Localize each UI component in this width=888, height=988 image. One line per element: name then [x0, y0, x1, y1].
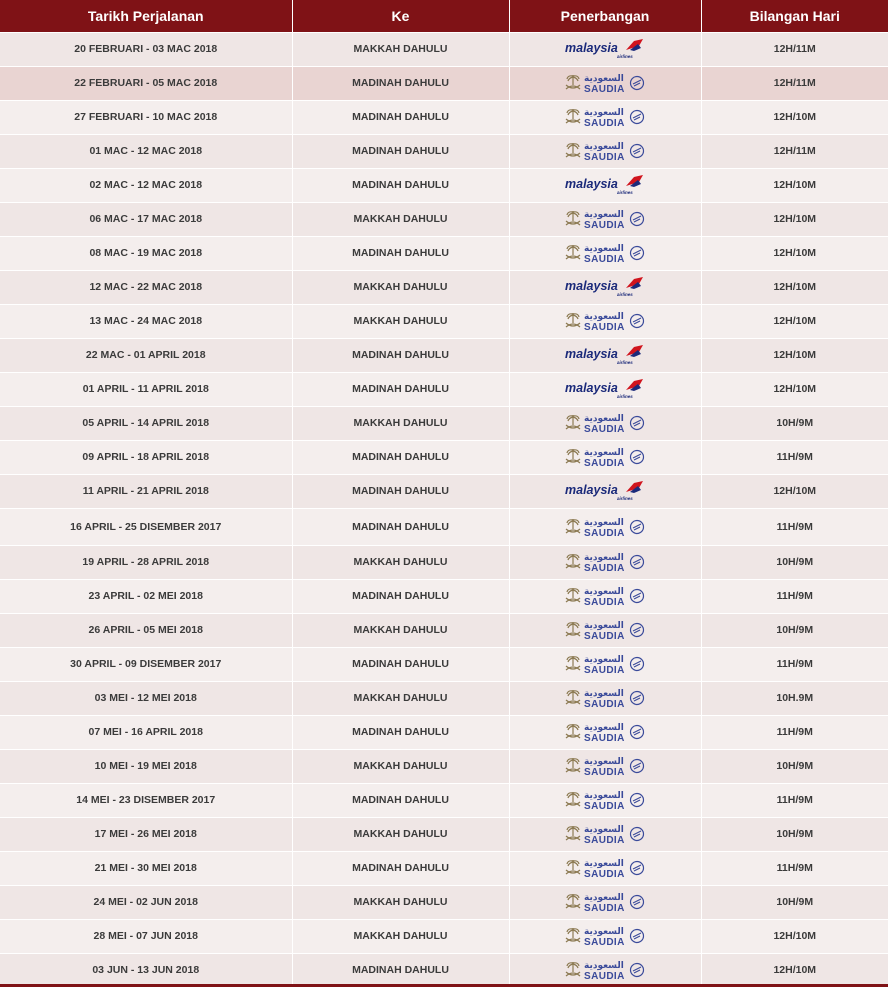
cell-destination: MADINAH DAHULU	[292, 715, 509, 749]
cell-travel-date: 19 APRIL - 28 APRIL 2018	[0, 545, 292, 579]
svg-text:السعودية: السعودية	[584, 689, 624, 699]
svg-text:السعودية: السعودية	[584, 927, 624, 937]
cell-destination: MADINAH DAHULU	[292, 953, 509, 987]
table-row	[0, 681, 888, 715]
cell-destination: MAKKAH DAHULU	[292, 681, 509, 715]
cell-days: 12H/10M	[701, 338, 888, 372]
cell-travel-date: 06 MAC - 17 MAC 2018	[0, 202, 292, 236]
cell-travel-date: 13 MAC - 24 MAC 2018	[0, 304, 292, 338]
saudia-logo-wrap	[564, 822, 646, 846]
svg-text:SAUDIA: SAUDIA	[584, 563, 625, 574]
saudia-logo-wrap	[564, 411, 646, 435]
malaysia-airlines-logo	[564, 276, 646, 298]
saudia-logo	[564, 652, 646, 676]
cell-travel-date: 03 JUN - 13 JUN 2018	[0, 953, 292, 987]
cell-destination: MADINAH DAHULU	[292, 66, 509, 100]
header-destination: Ke	[292, 0, 509, 32]
saudia-logo-wrap	[564, 652, 646, 676]
cell-destination: MAKKAH DAHULU	[292, 885, 509, 919]
cell-days: 10H/9M	[701, 613, 888, 647]
svg-text:SAUDIA: SAUDIA	[584, 699, 625, 710]
cell-travel-date: 30 APRIL - 09 DISEMBER 2017	[0, 647, 292, 681]
malaysia-airlines-logo-wrap	[564, 174, 646, 196]
saudia-logo	[564, 754, 646, 778]
svg-text:SAUDIA: SAUDIA	[584, 152, 625, 163]
saudia-logo	[564, 309, 646, 333]
svg-text:السعودية: السعودية	[584, 210, 624, 220]
table-row	[0, 168, 888, 202]
cell-destination: MADINAH DAHULU	[292, 372, 509, 406]
cell-travel-date: 23 APRIL - 02 MEI 2018	[0, 579, 292, 613]
saudia-logo	[564, 958, 646, 982]
cell-destination: MAKKAH DAHULU	[292, 202, 509, 236]
table-row	[0, 304, 888, 338]
svg-text:airlines: airlines	[617, 292, 633, 297]
cell-airline	[509, 134, 701, 168]
malaysia-airlines-logo	[564, 378, 646, 400]
cell-airline	[509, 202, 701, 236]
svg-text:السعودية: السعودية	[584, 142, 624, 152]
cell-airline	[509, 613, 701, 647]
header-days: Bilangan Hari	[701, 0, 888, 32]
cell-destination: MADINAH DAHULU	[292, 100, 509, 134]
cell-airline	[509, 440, 701, 474]
table-row	[0, 783, 888, 817]
svg-text:السعودية: السعودية	[584, 655, 624, 665]
cell-travel-date: 26 APRIL - 05 MEI 2018	[0, 613, 292, 647]
cell-destination: MADINAH DAHULU	[292, 647, 509, 681]
cell-travel-date: 28 MEI - 07 JUN 2018	[0, 919, 292, 953]
cell-days: 11H/9M	[701, 508, 888, 545]
svg-text:السعودية: السعودية	[584, 621, 624, 631]
svg-text:SAUDIA: SAUDIA	[584, 767, 625, 778]
cell-travel-date: 27 FEBRUARI - 10 MAC 2018	[0, 100, 292, 134]
svg-text:السعودية: السعودية	[584, 893, 624, 903]
table-row	[0, 715, 888, 749]
cell-airline	[509, 474, 701, 508]
saudia-logo-wrap	[564, 686, 646, 710]
saudia-logo-wrap	[564, 207, 646, 231]
svg-text:malaysia: malaysia	[565, 279, 618, 293]
cell-travel-date: 08 MAC - 19 MAC 2018	[0, 236, 292, 270]
cell-destination: MAKKAH DAHULU	[292, 613, 509, 647]
saudia-logo	[564, 445, 646, 469]
svg-text:malaysia: malaysia	[565, 347, 618, 361]
cell-destination: MADINAH DAHULU	[292, 168, 509, 202]
cell-days: 12H/10M	[701, 100, 888, 134]
cell-travel-date: 14 MEI - 23 DISEMBER 2017	[0, 783, 292, 817]
svg-text:SAUDIA: SAUDIA	[584, 527, 625, 539]
table-row	[0, 134, 888, 168]
cell-days: 10H/9M	[701, 545, 888, 579]
saudia-logo	[564, 584, 646, 608]
table-row	[0, 66, 888, 100]
table-row	[0, 817, 888, 851]
cell-travel-date: 24 MEI - 02 JUN 2018	[0, 885, 292, 919]
svg-text:SAUDIA: SAUDIA	[584, 254, 625, 265]
cell-airline	[509, 919, 701, 953]
saudia-logo-wrap	[564, 720, 646, 744]
cell-destination: MAKKAH DAHULU	[292, 32, 509, 66]
cell-airline	[509, 851, 701, 885]
saudia-logo	[564, 822, 646, 846]
cell-travel-date: 10 MEI - 19 MEI 2018	[0, 749, 292, 783]
saudia-logo	[564, 241, 646, 265]
saudia-logo-wrap	[564, 890, 646, 914]
cell-travel-date: 22 FEBRUARI - 05 MAC 2018	[0, 66, 292, 100]
cell-airline	[509, 168, 701, 202]
svg-text:السعودية: السعودية	[584, 244, 624, 254]
saudia-logo-wrap	[564, 515, 646, 539]
saudia-logo	[564, 720, 646, 744]
cell-destination: MAKKAH DAHULU	[292, 919, 509, 953]
table-header	[0, 0, 888, 32]
malaysia-airlines-logo	[564, 480, 646, 502]
cell-travel-date: 20 FEBRUARI - 03 MAC 2018	[0, 32, 292, 66]
svg-text:airlines: airlines	[617, 394, 633, 399]
svg-text:malaysia: malaysia	[565, 41, 618, 55]
cell-destination: MADINAH DAHULU	[292, 134, 509, 168]
cell-airline	[509, 817, 701, 851]
svg-text:airlines: airlines	[617, 54, 633, 59]
table-row	[0, 545, 888, 579]
cell-days: 11H/9M	[701, 647, 888, 681]
saudia-logo-wrap	[564, 788, 646, 812]
cell-travel-date: 22 MAC - 01 APRIL 2018	[0, 338, 292, 372]
cell-travel-date: 21 MEI - 30 MEI 2018	[0, 851, 292, 885]
svg-text:السعودية: السعودية	[584, 825, 624, 835]
saudia-logo	[564, 550, 646, 574]
svg-text:SAUDIA: SAUDIA	[584, 631, 625, 642]
saudia-logo	[564, 139, 646, 163]
cell-days: 12H/10M	[701, 202, 888, 236]
cell-airline	[509, 304, 701, 338]
saudia-logo	[564, 618, 646, 642]
svg-text:السعودية: السعودية	[584, 74, 624, 84]
saudia-logo-wrap	[564, 958, 646, 982]
cell-days: 12H/10M	[701, 304, 888, 338]
cell-days: 12H/10M	[701, 919, 888, 953]
cell-days: 11H/9M	[701, 715, 888, 749]
table-row	[0, 474, 888, 508]
cell-days: 12H/11M	[701, 32, 888, 66]
cell-days: 12H/10M	[701, 953, 888, 987]
cell-destination: MADINAH DAHULU	[292, 236, 509, 270]
table-row	[0, 579, 888, 613]
svg-text:SAUDIA: SAUDIA	[584, 801, 625, 812]
table-row	[0, 202, 888, 236]
svg-text:airlines: airlines	[617, 496, 633, 501]
svg-text:SAUDIA: SAUDIA	[584, 665, 625, 676]
table-row	[0, 32, 888, 66]
cell-airline	[509, 338, 701, 372]
table-row	[0, 749, 888, 783]
cell-destination: MADINAH DAHULU	[292, 338, 509, 372]
cell-travel-date: 01 APRIL - 11 APRIL 2018	[0, 372, 292, 406]
cell-destination: MAKKAH DAHULU	[292, 817, 509, 851]
cell-airline	[509, 66, 701, 100]
cell-destination: MAKKAH DAHULU	[292, 749, 509, 783]
svg-text:السعودية: السعودية	[584, 108, 624, 118]
saudia-logo	[564, 71, 646, 95]
cell-days: 11H/9M	[701, 579, 888, 613]
cell-airline	[509, 783, 701, 817]
svg-text:السعودية: السعودية	[584, 414, 624, 424]
table-row	[0, 406, 888, 440]
cell-destination: MADINAH DAHULU	[292, 508, 509, 545]
svg-text:السعودية: السعودية	[584, 723, 624, 733]
cell-airline	[509, 647, 701, 681]
cell-airline	[509, 579, 701, 613]
table-row	[0, 270, 888, 304]
svg-text:SAUDIA: SAUDIA	[584, 903, 625, 914]
table-row	[0, 372, 888, 406]
saudia-logo-wrap	[564, 856, 646, 880]
cell-travel-date: 16 APRIL - 25 DISEMBER 2017	[0, 508, 292, 545]
cell-destination: MAKKAH DAHULU	[292, 304, 509, 338]
svg-text:SAUDIA: SAUDIA	[584, 733, 625, 744]
malaysia-airlines-logo	[564, 344, 646, 366]
malaysia-airlines-logo-wrap	[564, 480, 646, 502]
saudia-logo-wrap	[564, 71, 646, 95]
svg-text:SAUDIA: SAUDIA	[584, 869, 625, 880]
cell-airline	[509, 32, 701, 66]
cell-travel-date: 09 APRIL - 18 APRIL 2018	[0, 440, 292, 474]
svg-text:SAUDIA: SAUDIA	[584, 84, 625, 95]
svg-text:السعودية: السعودية	[584, 553, 624, 563]
malaysia-airlines-logo-wrap	[564, 344, 646, 366]
svg-text:SAUDIA: SAUDIA	[584, 937, 625, 948]
cell-airline	[509, 236, 701, 270]
saudia-logo-wrap	[564, 309, 646, 333]
svg-text:airlines: airlines	[617, 190, 633, 195]
saudia-logo-wrap	[564, 139, 646, 163]
table-row	[0, 508, 888, 545]
cell-travel-date: 11 APRIL - 21 APRIL 2018	[0, 474, 292, 508]
svg-text:السعودية: السعودية	[584, 757, 624, 767]
cell-days: 10H/9M	[701, 406, 888, 440]
cell-days: 10H/9M	[701, 749, 888, 783]
cell-days: 12H/11M	[701, 66, 888, 100]
cell-destination: MADINAH DAHULU	[292, 783, 509, 817]
malaysia-airlines-logo	[564, 38, 646, 60]
cell-days: 12H/11M	[701, 134, 888, 168]
saudia-logo	[564, 515, 646, 539]
saudia-logo	[564, 924, 646, 948]
cell-days: 11H/9M	[701, 783, 888, 817]
cell-destination: MAKKAH DAHULU	[292, 545, 509, 579]
malaysia-airlines-logo-wrap	[564, 276, 646, 298]
saudia-logo-wrap	[564, 445, 646, 469]
svg-text:السعودية: السعودية	[584, 859, 624, 869]
svg-text:SAUDIA: SAUDIA	[584, 322, 625, 333]
table-body	[0, 32, 888, 987]
cell-travel-date: 07 MEI - 16 APRIL 2018	[0, 715, 292, 749]
malaysia-airlines-logo	[564, 174, 646, 196]
svg-text:SAUDIA: SAUDIA	[584, 220, 625, 231]
cell-days: 12H/10M	[701, 168, 888, 202]
svg-text:السعودية: السعودية	[584, 791, 624, 801]
svg-text:السعودية: السعودية	[584, 312, 624, 322]
cell-airline	[509, 681, 701, 715]
cell-destination: MAKKAH DAHULU	[292, 406, 509, 440]
cell-days: 11H/9M	[701, 440, 888, 474]
saudia-logo-wrap	[564, 241, 646, 265]
table-row	[0, 440, 888, 474]
cell-days: 10H/9M	[701, 817, 888, 851]
svg-text:SAUDIA: SAUDIA	[584, 597, 625, 608]
table-row	[0, 647, 888, 681]
saudia-logo	[564, 686, 646, 710]
svg-text:malaysia: malaysia	[565, 381, 618, 395]
cell-travel-date: 02 MAC - 12 MAC 2018	[0, 168, 292, 202]
cell-destination: MAKKAH DAHULU	[292, 270, 509, 304]
cell-travel-date: 05 APRIL - 14 APRIL 2018	[0, 406, 292, 440]
header-date: Tarikh Perjalanan	[0, 0, 292, 32]
cell-airline	[509, 749, 701, 783]
cell-destination: MADINAH DAHULU	[292, 579, 509, 613]
cell-travel-date: 17 MEI - 26 MEI 2018	[0, 817, 292, 851]
svg-text:malaysia: malaysia	[565, 483, 618, 497]
svg-text:السعودية: السعودية	[584, 961, 624, 971]
cell-airline	[509, 885, 701, 919]
cell-days: 12H/10M	[701, 236, 888, 270]
saudia-logo-wrap	[564, 584, 646, 608]
svg-text:SAUDIA: SAUDIA	[584, 424, 625, 435]
cell-airline	[509, 953, 701, 987]
saudia-logo	[564, 207, 646, 231]
svg-text:السعودية: السعودية	[584, 448, 624, 458]
cell-airline	[509, 100, 701, 134]
cell-days: 12H/10M	[701, 270, 888, 304]
saudia-logo-wrap	[564, 618, 646, 642]
saudia-logo-wrap	[564, 924, 646, 948]
cell-airline	[509, 715, 701, 749]
cell-airline	[509, 406, 701, 440]
svg-text:SAUDIA: SAUDIA	[584, 971, 625, 982]
saudia-logo	[564, 788, 646, 812]
table-row	[0, 613, 888, 647]
svg-text:السعودية: السعودية	[584, 517, 624, 528]
svg-text:airlines: airlines	[617, 360, 633, 365]
cell-travel-date: 01 MAC - 12 MAC 2018	[0, 134, 292, 168]
cell-days: 12H/10M	[701, 474, 888, 508]
cell-destination: MADINAH DAHULU	[292, 851, 509, 885]
table-row	[0, 236, 888, 270]
table-row	[0, 885, 888, 919]
cell-days: 10H.9M	[701, 681, 888, 715]
svg-text:malaysia: malaysia	[565, 177, 618, 191]
cell-destination: MADINAH DAHULU	[292, 440, 509, 474]
cell-airline	[509, 270, 701, 304]
saudia-logo-wrap	[564, 550, 646, 574]
svg-text:SAUDIA: SAUDIA	[584, 835, 625, 846]
cell-days: 10H/9M	[701, 885, 888, 919]
malaysia-airlines-logo-wrap	[564, 378, 646, 400]
saudia-logo-wrap	[564, 754, 646, 778]
svg-text:SAUDIA: SAUDIA	[584, 458, 625, 469]
cell-days: 12H/10M	[701, 372, 888, 406]
cell-airline	[509, 372, 701, 406]
cell-travel-date: 12 MAC - 22 MAC 2018	[0, 270, 292, 304]
cell-destination: MADINAH DAHULU	[292, 474, 509, 508]
saudia-logo-wrap	[564, 105, 646, 129]
table-row	[0, 953, 888, 987]
malaysia-airlines-logo-wrap	[564, 38, 646, 60]
saudia-logo	[564, 105, 646, 129]
table-row	[0, 100, 888, 134]
table-row	[0, 919, 888, 953]
svg-text:السعودية: السعودية	[584, 587, 624, 597]
cell-days: 11H/9M	[701, 851, 888, 885]
saudia-logo	[564, 411, 646, 435]
header-airline: Penerbangan	[509, 0, 701, 32]
table-row	[0, 338, 888, 372]
cell-airline	[509, 508, 701, 545]
cell-travel-date: 03 MEI - 12 MEI 2018	[0, 681, 292, 715]
svg-text:SAUDIA: SAUDIA	[584, 118, 625, 129]
cell-airline	[509, 545, 701, 579]
table-row	[0, 851, 888, 885]
saudia-logo	[564, 856, 646, 880]
saudia-logo	[564, 890, 646, 914]
